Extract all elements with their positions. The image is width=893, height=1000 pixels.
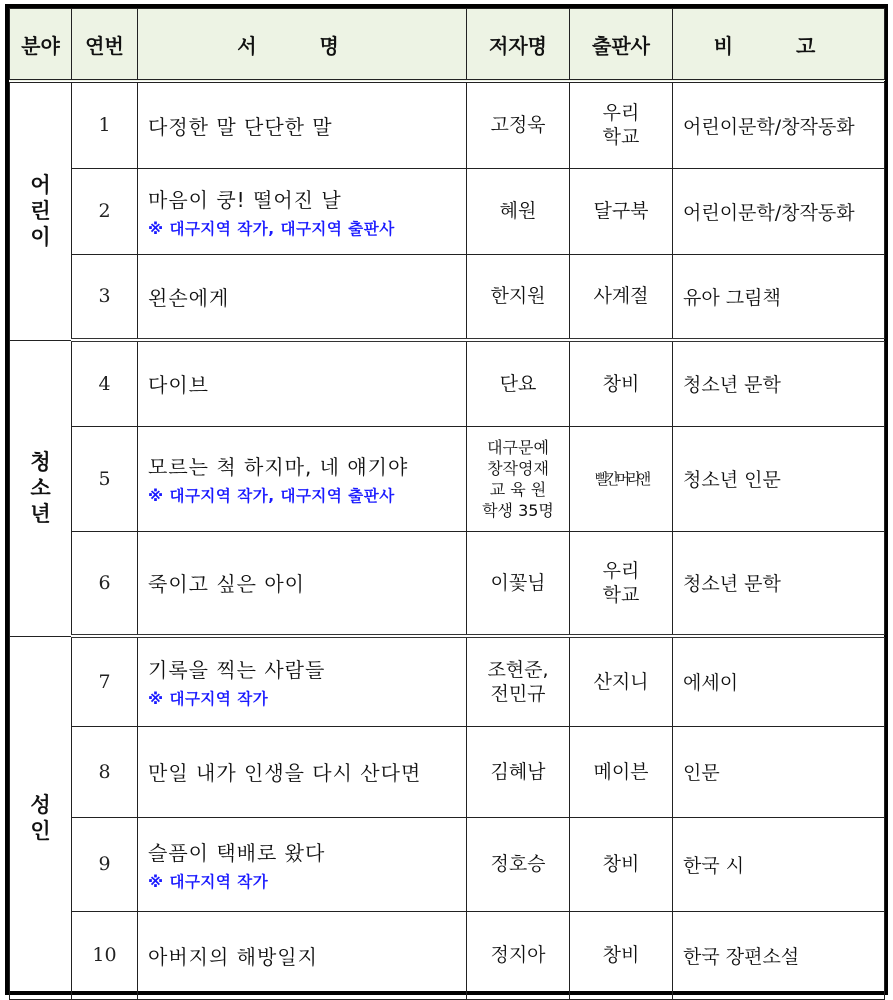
row-number: 4	[72, 340, 138, 426]
table-row	[10, 531, 885, 636]
book-title-cell	[138, 168, 467, 254]
publisher-cell: 창비	[570, 911, 673, 999]
author-cell	[467, 636, 570, 726]
author-cell	[467, 426, 570, 531]
publisher-cell: 달구북	[570, 168, 673, 254]
publisher-cell	[570, 531, 673, 636]
remarks-cell: 에세이	[673, 636, 885, 726]
book-title: 죽이고 싶은 아이	[148, 572, 305, 597]
book-title: 만일 내가 인생을 다시 산다면	[148, 761, 422, 785]
row-number: 2	[72, 168, 138, 254]
table-row	[10, 340, 885, 426]
row-number: 7	[72, 636, 138, 726]
book-list-table	[9, 8, 885, 1000]
remarks-cell: 한국 장편소설	[673, 911, 885, 999]
publisher-cell: 산지니	[570, 636, 673, 726]
local-author-note: ※ 대구지역 작가, 대구지역 출판사	[148, 219, 395, 238]
book-title: 기록을 찍는 사람들	[148, 658, 326, 683]
remarks-cell: 인문	[673, 726, 885, 817]
remarks-cell: 유아 그림책	[673, 254, 885, 340]
publisher-cell	[570, 81, 673, 168]
book-title-cell	[138, 636, 467, 726]
author-cell: 김혜남	[467, 726, 570, 817]
row-number: 5	[72, 426, 138, 531]
publisher-cell: 창비	[570, 340, 673, 426]
author-cell: 정지아	[467, 911, 570, 999]
local-author-note: ※ 대구지역 작가	[148, 872, 269, 891]
book-title: 마음이 쿵! 떨어진 날	[148, 187, 342, 212]
row-number: 1	[72, 81, 138, 168]
header-remarks: 비 고	[673, 9, 885, 82]
table-row	[10, 817, 885, 911]
book-title-cell	[138, 817, 467, 911]
table-row	[10, 911, 885, 999]
remarks-cell: 청소년 문학	[673, 340, 885, 426]
publisher-cell: 창비	[570, 817, 673, 911]
row-number: 10	[72, 911, 138, 999]
book-title: 다정한 말 단단한 말	[148, 114, 333, 139]
book-title: 모르는 척 하지마, 네 얘기야	[148, 455, 409, 479]
header-title: 서 명	[138, 9, 467, 82]
category-cell-adult	[10, 636, 72, 999]
publisher-cell: 메이븐	[570, 726, 673, 817]
row-number: 6	[72, 531, 138, 636]
author-cell: 혜원	[467, 168, 570, 254]
header-publisher: 출판사	[570, 9, 673, 82]
book-title-cell	[138, 531, 467, 636]
remarks-cell: 청소년 인문	[673, 426, 885, 531]
author-cell: 이꽃님	[467, 531, 570, 636]
category-label: 어린이	[30, 173, 51, 250]
table-row	[10, 726, 885, 817]
author-cell: 정호승	[467, 817, 570, 911]
book-title-cell	[138, 340, 467, 426]
remarks-cell: 어린이문학/창작동화	[673, 168, 885, 254]
book-title: 슬픔이 택배로 왔다	[148, 840, 326, 865]
book-title-cell	[138, 726, 467, 817]
header-number: 연번	[72, 9, 138, 82]
book-title: 아버지의 해방일지	[148, 944, 318, 969]
book-title-cell	[138, 81, 467, 168]
header-category: 분야	[10, 9, 72, 82]
author-cell: 한지원	[467, 254, 570, 340]
local-author-note: ※ 대구지역 작가, 대구지역 출판사	[148, 487, 395, 505]
remarks-cell: 어린이문학/창작동화	[673, 81, 885, 168]
book-title-cell	[138, 426, 467, 531]
table-row	[10, 254, 885, 340]
row-number: 3	[72, 254, 138, 340]
publisher-name: 우리 학교	[602, 102, 640, 149]
table-row	[10, 81, 885, 168]
author-cell: 단요	[467, 340, 570, 426]
category-label: 성인	[30, 792, 51, 843]
category-cell-children	[10, 81, 72, 340]
row-number: 9	[72, 817, 138, 911]
author-cell: 고정욱	[467, 81, 570, 168]
category-cell-youth	[10, 340, 72, 636]
publisher-cell: 사계절	[570, 254, 673, 340]
category-label: 청소년	[30, 450, 51, 526]
header-author: 저자명	[467, 9, 570, 82]
table-row	[10, 636, 885, 726]
book-title: 다이브	[148, 373, 209, 398]
publisher-cell: 빨간머리앤	[570, 426, 673, 531]
book-list-table-frame	[5, 4, 888, 995]
author-name: 대구문예 창작영재 교 육 원 학생 35명	[482, 437, 554, 520]
book-title-cell	[138, 911, 467, 999]
book-title: 왼손에게	[148, 285, 230, 310]
local-author-note: ※ 대구지역 작가	[148, 690, 269, 709]
row-number: 8	[72, 726, 138, 817]
remarks-cell: 청소년 문학	[673, 531, 885, 636]
table-row	[10, 426, 885, 531]
author-name: 조현준, 전민규	[487, 658, 549, 705]
publisher-name: 우리 학교	[602, 559, 640, 606]
header-row	[10, 9, 885, 82]
remarks-cell: 한국 시	[673, 817, 885, 911]
book-title-cell	[138, 254, 467, 340]
table-row	[10, 168, 885, 254]
